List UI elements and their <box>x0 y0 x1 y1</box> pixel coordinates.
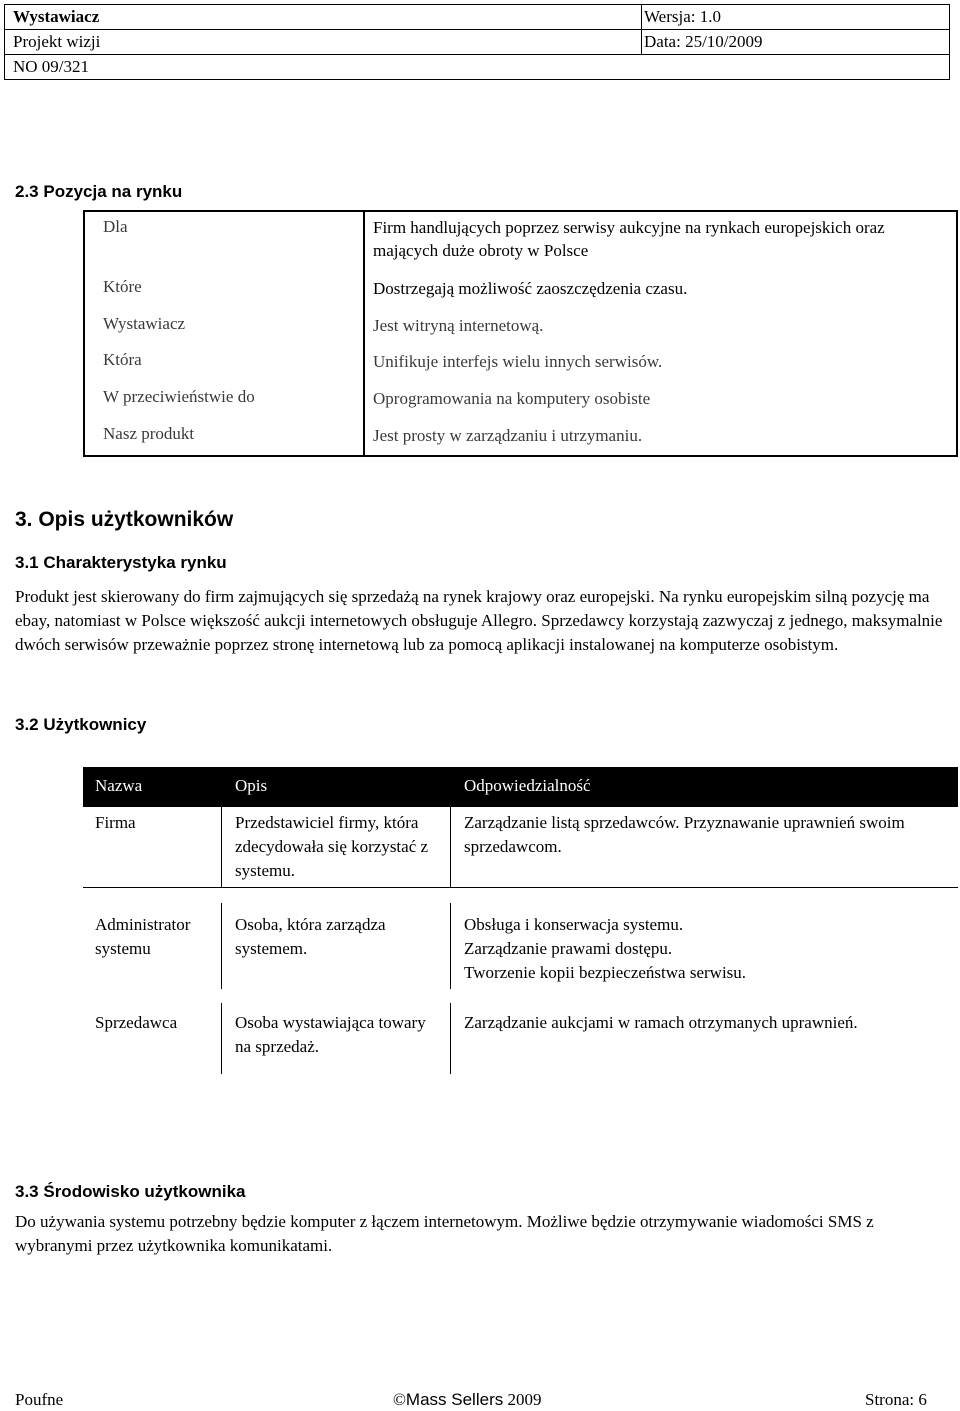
column-header-desc: Opis <box>235 776 268 795</box>
user-description: Osoba wystawiająca towary na sprzedaż. <box>235 1013 426 1056</box>
footer-page-number: Strona: 6 <box>865 1390 927 1409</box>
market-description <box>15 585 950 657</box>
heading-3-3: 3.3 Środowisko użytkownika <box>15 1182 246 1201</box>
position-value: Firm handlujących poprzez serwisy aukcyjne na rynkach europejskich oraz mających duże obroty w Polsce <box>373 218 885 260</box>
table-divider <box>363 212 365 455</box>
position-value: Jest witryną internetową. <box>373 316 544 335</box>
column-header-name: Nazwa <box>95 776 143 795</box>
document-header <box>4 4 950 80</box>
footer-confidential: Poufne <box>15 1390 64 1409</box>
user-responsibility <box>464 913 954 985</box>
position-value: Dostrzegają możliwość zaoszczędzenia czasu. <box>373 279 688 298</box>
table-divider <box>83 887 958 888</box>
position-label: Nasz produkt <box>103 424 195 443</box>
heading-3-2: 3.2 Użytkownicy <box>15 715 147 734</box>
heading-3-1: 3.1 Charakterystyka rynku <box>15 553 227 572</box>
position-label: Która <box>103 350 142 369</box>
position-label: Które <box>103 277 142 296</box>
user-name: Administrator systemu <box>95 915 191 958</box>
table-divider <box>450 807 451 887</box>
header-date: Data: 25/10/2009 <box>642 30 950 55</box>
table-divider <box>450 1003 451 1074</box>
footer-company: Mass Sellers <box>405 1390 504 1409</box>
position-label: Dla <box>103 217 128 236</box>
paragraph: Produkt jest skierowany do firm zajmujących się sprzedażą na rynek krajowy oraz europejski. Na rynku europejskim silną pozycję ma ebay, natomiast w Polsce większość aukcji internetowych obsługuje Allegro. Sprzedawcy korzystają zazwyczaj z jednego, maksymalnie dwóch serwisów przeważnie poprzez stronę internetową lub za pomocą aplikacji instalowanej na komputerze osobistym. <box>15 587 943 654</box>
header-author: Wystawiacz <box>5 5 642 30</box>
user-name: Firma <box>95 813 136 832</box>
table-divider <box>221 807 222 887</box>
header-project: Projekt wizji <box>5 30 642 55</box>
footer-copyright <box>393 1390 541 1410</box>
responsibility-line: Zarządzanie prawami dostępu. <box>464 939 673 958</box>
table-divider <box>221 1003 222 1074</box>
paragraph: Do używania systemu potrzebny będzie komputer z łączem internetowym. Możliwe będzie otrzymywanie wiadomości SMS z wybranymi przez użytkownika komunikatami. <box>15 1212 874 1255</box>
position-value: Jest prosty w zarządzaniu i utrzymaniu. <box>373 426 643 445</box>
position-value: Oprogramowania na komputery osobiste <box>373 389 651 408</box>
users-table-header <box>83 767 958 807</box>
position-label: Wystawiacz <box>103 314 186 333</box>
heading-2-3: 2.3 Pozycja na rynku <box>15 182 183 201</box>
user-description: Przedstawiciel firmy, która zdecydowała się korzystać z systemu. <box>235 813 429 880</box>
footer-year: 2009 <box>507 1390 542 1409</box>
heading-3: 3. Opis użytkowników <box>15 508 234 531</box>
responsibility-line: Tworzenie kopii bezpieczeństwa serwisu. <box>464 963 747 982</box>
environment-description <box>15 1210 950 1258</box>
header-version: Wersja: 1.0 <box>642 5 950 30</box>
table-divider <box>221 903 222 989</box>
header-number: NO 09/321 <box>5 55 950 80</box>
market-position-table <box>83 210 958 457</box>
position-label: W przeciwieństwie do <box>103 387 255 406</box>
responsibility-line: Obsługa i konserwacja systemu. <box>464 915 684 934</box>
copyright-icon: © <box>393 1390 406 1409</box>
user-responsibility: Zarządzanie listą sprzedawców. Przyznawanie uprawnień swoim sprzedawcom. <box>464 813 905 856</box>
user-responsibility: Zarządzanie aukcjami w ramach otrzymanych uprawnień. <box>464 1013 858 1032</box>
user-description: Osoba, która zarządza systemem. <box>235 915 386 958</box>
column-header-resp: Odpowiedzialność <box>464 776 591 795</box>
table-divider <box>450 903 451 989</box>
position-value: Unifikuje interfejs wielu innych serwisów. <box>373 352 663 371</box>
user-name: Sprzedawca <box>95 1013 178 1032</box>
